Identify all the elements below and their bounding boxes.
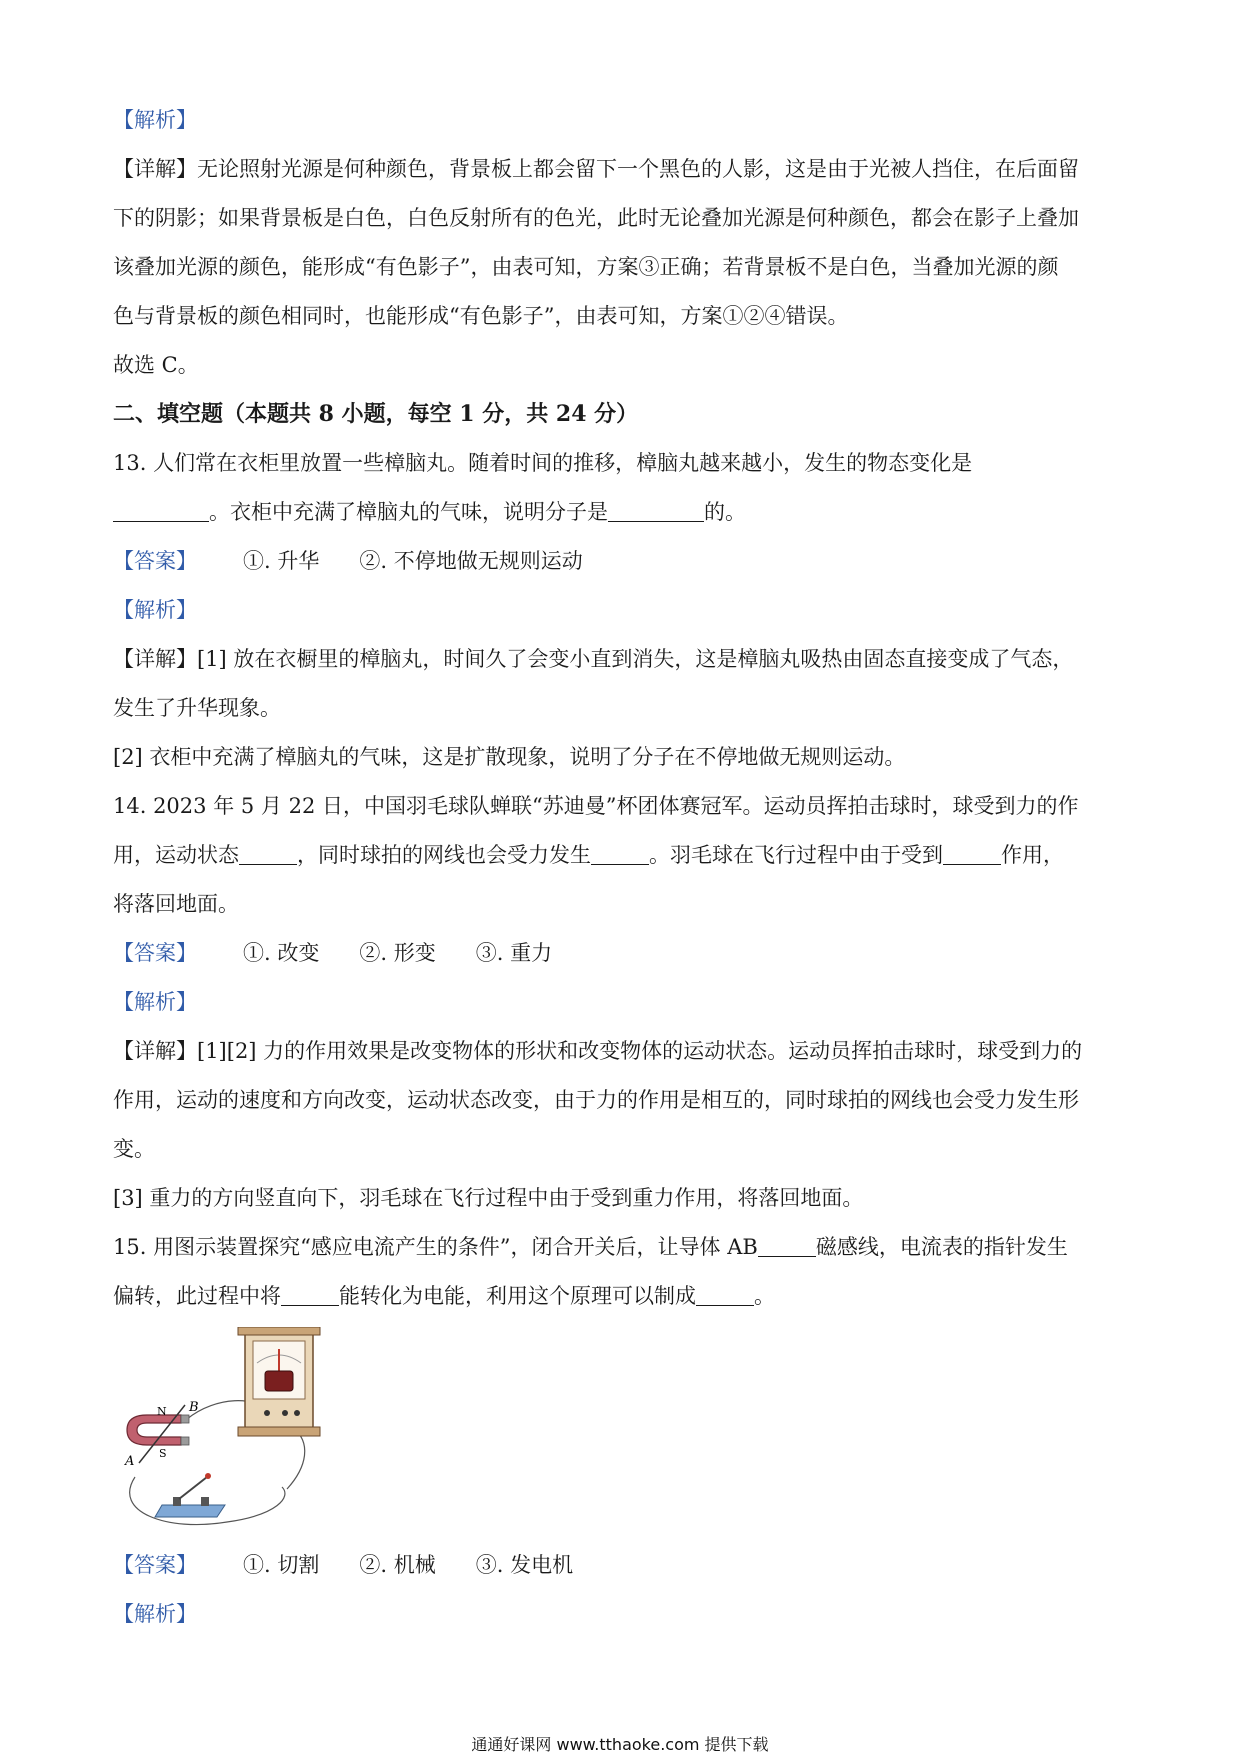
q13-detail-line-1: 【详解】[1] 放在衣橱里的樟脑丸，时间久了会变小直到消失，这是樟脑丸吸热由固态直接变成了气态， — [113, 647, 1074, 671]
q15-answer-line — [113, 1541, 1133, 1590]
q13-answer-1: ①. 升华 — [243, 549, 320, 573]
q14-blank-2 — [591, 842, 649, 865]
q13-answer-2: ②. 不停地做无规则运动 — [359, 549, 583, 573]
page-footer: 通通好课网 www.tthaoke.com 提供下载 — [471, 1735, 769, 1754]
q13-text-b: 的。 — [704, 500, 746, 524]
section-heading: 二、填空题（本题共 8 小题，每空 1 分，共 24 分） — [113, 401, 639, 427]
q14-answer-tag: 【答案】 — [113, 941, 197, 965]
q13-text-a: 。衣柜中充满了樟脑丸的气味，说明分子是 — [209, 500, 608, 524]
q15-answer-1: ①. 切割 — [243, 1553, 320, 1577]
q14-text-d: 作用， — [1001, 843, 1064, 867]
q13-detail-line-2: 发生了升华现象。 — [113, 696, 281, 720]
q14-detail-line-3: 变。 — [113, 1137, 155, 1161]
q13-blank-2 — [608, 499, 704, 522]
q12-detail-line-3: 该叠加光源的颜色，能形成“有色影子”，由表可知，方案③正确；若背景板不是白色，当叠加光源的颜 — [113, 255, 1059, 279]
q14-answer-line — [113, 929, 1133, 978]
induction-apparatus-drawing — [107, 1327, 347, 1537]
q12-detail-line-4: 色与背景板的颜色相同时，也能形成“有色影子”，由表可知，方案①②④错误。 — [113, 304, 849, 328]
q15-answer-3: ③. 发电机 — [475, 1553, 574, 1577]
q13-answer-tag: 【答案】 — [113, 549, 197, 573]
label-s: S — [159, 1447, 167, 1460]
q12-detail-line-2: 下的阴影；如果背景板是白色，白色反射所有的色光，此时无论叠加光源是何种颜色，都会在影子上叠加 — [113, 206, 1079, 230]
induction-apparatus-figure — [107, 1327, 1133, 1541]
q12-analysis-tag: 【解析】 — [113, 108, 197, 132]
q13-analysis-tag: 【解析】 — [113, 598, 197, 622]
q14-blank-1 — [239, 842, 297, 865]
q14-detail-line-2: 作用，运动的速度和方向改变，运动状态改变，由于力的作用是相互的，同时球拍的网线也会受力发生形 — [113, 1088, 1079, 1112]
ammeter-base — [238, 1427, 320, 1436]
ammeter-terminal-middle — [282, 1410, 288, 1416]
q15-text-c: 偏转，此过程中将 — [113, 1284, 281, 1308]
q13-detail-line-3: [2] 衣柜中充满了樟脑丸的气味，这是扩散现象，说明了分子在不停地做无规则运动。 — [113, 745, 906, 769]
q14-detail-line-4: [3] 重力的方向竖直向下，羽毛球在飞行过程中由于受到重力作用，将落回地面。 — [113, 1186, 864, 1210]
q14-answer-3: ③. 重力 — [475, 941, 553, 965]
q14-question-line-2 — [113, 831, 1133, 880]
document-page — [113, 96, 1133, 1639]
q15-text-e: 。 — [754, 1284, 775, 1308]
label-a: A — [125, 1454, 135, 1469]
switch-base — [155, 1505, 225, 1517]
q14-text-b: ，同时球拍的网线也会受力发生 — [297, 843, 591, 867]
q14-blank-3 — [943, 842, 1001, 865]
q15-blank-3 — [696, 1283, 754, 1306]
ammeter-terminal-left — [264, 1410, 270, 1416]
q13-blank-1 — [113, 499, 209, 522]
q14-question-line-1: 14. 2023 年 5 月 22 日，中国羽毛球队蝉联“苏迪曼”杯团体赛冠军。运动员挥拍击球时，球受到力的作 — [113, 794, 1079, 818]
q14-question-line-3: 将落回地面。 — [113, 892, 239, 916]
q15-question-line-1 — [113, 1223, 1133, 1272]
q15-text-a: 15. 用图示装置探究“感应电流产生的条件”，闭合开关后，让导体 AB — [113, 1235, 758, 1259]
q15-blank-1 — [758, 1234, 816, 1257]
q15-text-b: 磁感线，电流表的指针发生 — [815, 1235, 1068, 1259]
q14-text-c: 。羽毛球在飞行过程中由于受到 — [649, 843, 943, 867]
q14-answer-2: ②. 形变 — [359, 941, 436, 965]
q13-question-line-2 — [113, 488, 1133, 537]
q13-question-line-1: 13. 人们常在衣柜里放置一些樟脑丸。随着时间的推移，樟脑丸越来越小，发生的物态变化是 — [113, 451, 973, 475]
q14-detail-line-1: 【详解】[1][2] 力的作用效果是改变物体的形状和改变物体的运动状态。运动员挥拍击球时，球受到力的 — [113, 1039, 1083, 1063]
q15-text-d: 能转化为电能，利用这个原理可以制成 — [339, 1284, 696, 1308]
q15-blank-2 — [281, 1283, 339, 1306]
q15-analysis-tag: 【解析】 — [113, 1602, 197, 1626]
ammeter-terminal-right — [294, 1410, 300, 1416]
q15-answer-2: ②. 机械 — [359, 1553, 436, 1577]
ammeter-magnet — [265, 1371, 293, 1391]
q15-answer-tag: 【答案】 — [113, 1553, 197, 1577]
ammeter-top — [238, 1327, 320, 1335]
label-b: B — [189, 1400, 199, 1415]
switch-blade[interactable] — [179, 1477, 207, 1499]
q12-detail-line-1: 【详解】无论照射光源是何种颜色，背景板上都会留下一个黑色的人影，这是由于光被人挡住，在后面留 — [113, 157, 1079, 181]
q14-text-a: 用，运动状态 — [113, 843, 239, 867]
q15-question-line-2 — [113, 1272, 1133, 1321]
magnet-pole-s — [181, 1437, 189, 1445]
switch-handle[interactable] — [205, 1473, 211, 1479]
q14-analysis-tag: 【解析】 — [113, 990, 197, 1014]
q12-conclusion: 故选 C。 — [113, 353, 199, 377]
q13-answer-line — [113, 537, 1133, 586]
switch-clip-right — [201, 1497, 209, 1506]
label-n: N — [157, 1405, 167, 1418]
magnet-pole-n — [181, 1415, 189, 1423]
q14-answer-1: ①. 改变 — [243, 941, 320, 965]
